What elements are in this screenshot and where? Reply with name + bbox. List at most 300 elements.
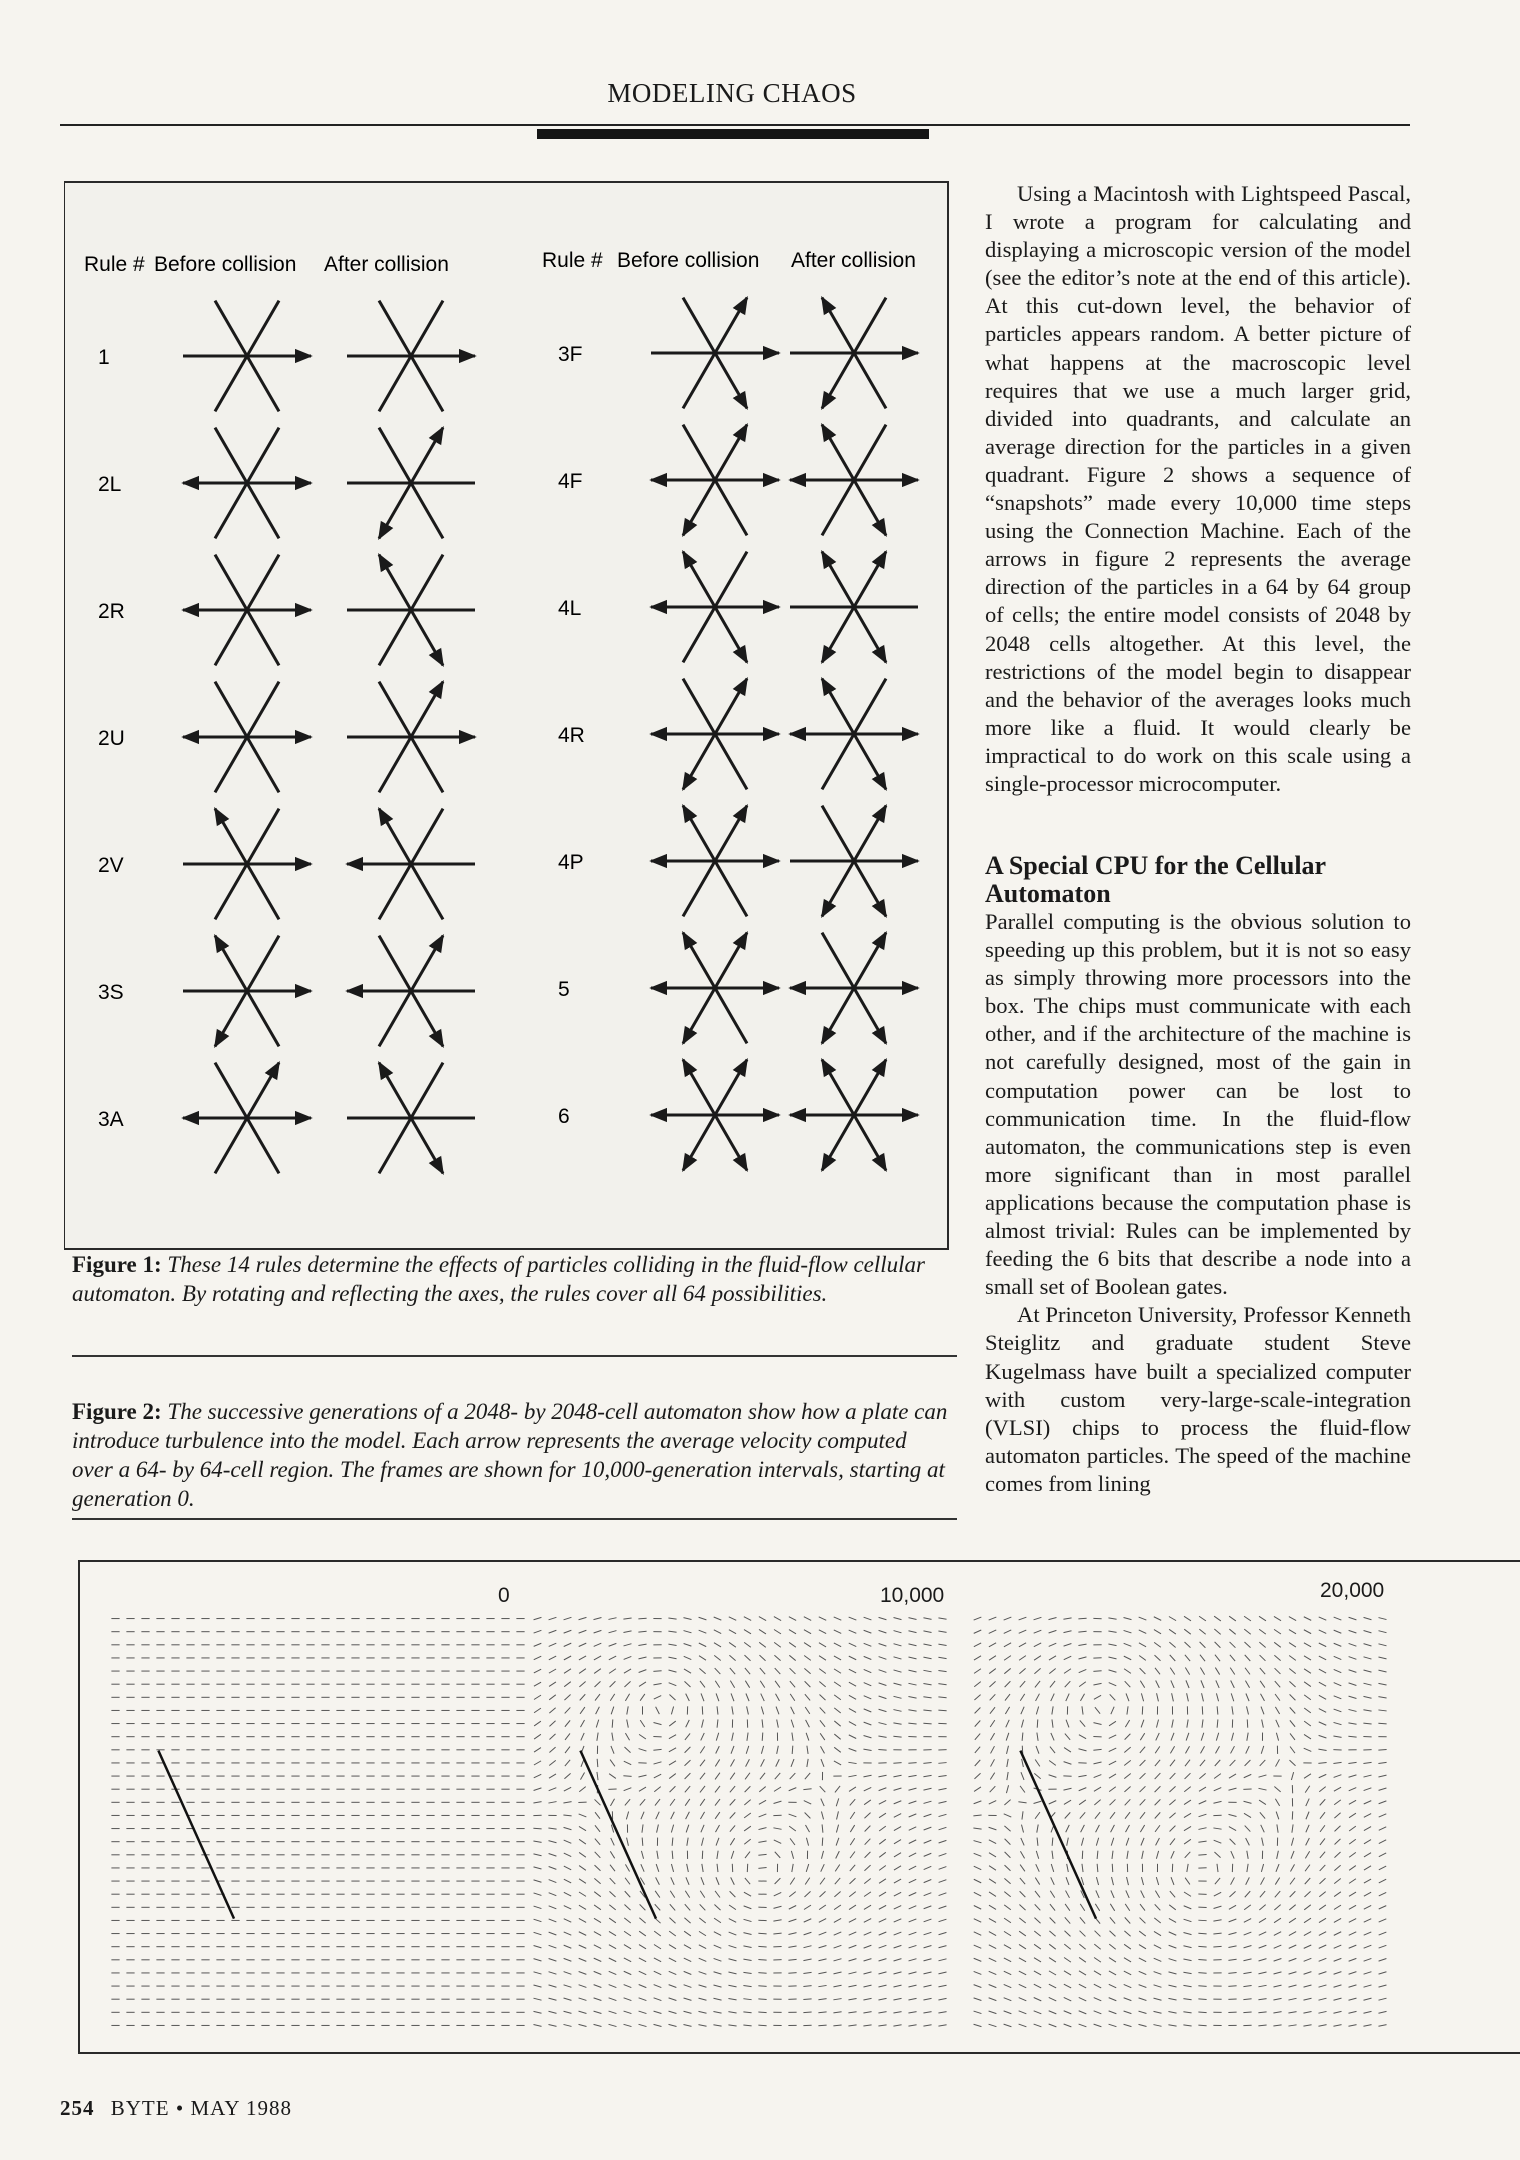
lattice-link bbox=[247, 301, 279, 356]
velocity-arrow bbox=[1094, 1971, 1101, 1975]
velocity-arrow bbox=[595, 1852, 601, 1858]
velocity-arrow bbox=[744, 1642, 751, 1647]
body-column-top bbox=[985, 180, 1411, 798]
lattice-link bbox=[715, 806, 747, 861]
velocity-arrow bbox=[758, 1973, 766, 1974]
velocity-arrow bbox=[653, 1683, 661, 1684]
velocity-arrow bbox=[1170, 1773, 1176, 1779]
velocity-arrow bbox=[835, 1878, 840, 1884]
velocity-arrow bbox=[1141, 1720, 1144, 1728]
velocity-arrow bbox=[594, 1958, 602, 1961]
velocity-arrow bbox=[1140, 1812, 1145, 1818]
velocity-arrow bbox=[533, 2025, 541, 2027]
velocity-arrow bbox=[729, 1919, 736, 1923]
velocity-arrow bbox=[640, 1904, 646, 1910]
velocity-arrow bbox=[612, 1733, 613, 1741]
velocity-arrow bbox=[1140, 1904, 1145, 1911]
velocity-arrow bbox=[1364, 1683, 1372, 1685]
velocity-arrow bbox=[624, 1656, 632, 1659]
velocity-arrow bbox=[1304, 1748, 1312, 1751]
velocity-arrow bbox=[864, 1919, 871, 1923]
velocity-arrow bbox=[549, 1747, 555, 1752]
velocity-arrow bbox=[1140, 1786, 1146, 1792]
velocity-arrow bbox=[974, 1985, 982, 1988]
velocity-arrow bbox=[834, 1630, 841, 1634]
velocity-arrow bbox=[1169, 1800, 1175, 1805]
velocity-arrow bbox=[864, 1722, 872, 1725]
velocity-arrow bbox=[1140, 1760, 1146, 1766]
velocity-arrow bbox=[878, 1775, 886, 1777]
velocity-arrow bbox=[863, 1775, 871, 1777]
velocity-arrow bbox=[1035, 1878, 1039, 1885]
velocity-arrow bbox=[790, 1773, 796, 1779]
lattice-link bbox=[411, 682, 443, 737]
velocity-arrow bbox=[609, 1631, 617, 1633]
velocity-arrow bbox=[849, 1905, 856, 1909]
velocity-arrow bbox=[1214, 1852, 1220, 1858]
velocity-arrow bbox=[974, 1630, 982, 1633]
velocity-arrow bbox=[879, 1813, 886, 1818]
velocity-arrow bbox=[639, 2024, 647, 2026]
velocity-arrow bbox=[1334, 1945, 1342, 1948]
velocity-arrow bbox=[1142, 1851, 1144, 1859]
velocity-arrow bbox=[1228, 1946, 1236, 1948]
velocity-arrow bbox=[1155, 1891, 1159, 1898]
velocity-arrow bbox=[1349, 1852, 1356, 1857]
velocity-arrow bbox=[833, 1999, 841, 2000]
velocity-arrow bbox=[1170, 1668, 1175, 1675]
velocity-arrow bbox=[698, 2011, 706, 2013]
velocity-arrow bbox=[1333, 2025, 1341, 2027]
velocity-arrow bbox=[743, 1946, 751, 1948]
velocity-arrow bbox=[669, 1971, 677, 1974]
velocity-arrow bbox=[1124, 1773, 1130, 1778]
velocity-arrow bbox=[819, 1656, 826, 1661]
velocity-arrow bbox=[1198, 1973, 1206, 1974]
lattice-link bbox=[247, 737, 279, 792]
velocity-arrow bbox=[715, 1891, 720, 1898]
velocity-arrow bbox=[1154, 1630, 1161, 1634]
velocity-arrow bbox=[1154, 1958, 1162, 1961]
velocity-arrow bbox=[989, 1866, 996, 1871]
header-bar bbox=[537, 129, 929, 139]
velocity-arrow bbox=[879, 1879, 886, 1884]
velocity-arrow bbox=[743, 1959, 751, 1960]
velocity-arrow bbox=[1036, 1864, 1040, 1871]
lattice-link bbox=[379, 356, 411, 411]
velocity-arrow bbox=[699, 1630, 707, 1633]
after-diagram-2R bbox=[347, 555, 475, 666]
velocity-arrow bbox=[894, 1617, 902, 1619]
velocity-arrow bbox=[758, 1828, 766, 1830]
velocity-arrow bbox=[1303, 2011, 1311, 2013]
velocity-arrow bbox=[894, 1814, 901, 1818]
velocity-arrow bbox=[1274, 1642, 1281, 1647]
velocity-arrow bbox=[879, 1839, 886, 1844]
velocity-arrow bbox=[1290, 1733, 1295, 1740]
lattice-link bbox=[411, 610, 443, 665]
velocity-arrow bbox=[534, 1630, 542, 1633]
velocity-arrow bbox=[579, 1971, 587, 1974]
velocity-arrow bbox=[1246, 1694, 1249, 1702]
velocity-arrow bbox=[1378, 1683, 1386, 1685]
figure1-diagram bbox=[64, 181, 948, 1251]
velocity-arrow bbox=[1215, 1668, 1219, 1675]
velocity-arrow bbox=[639, 1985, 647, 1988]
velocity-arrow bbox=[700, 1746, 705, 1753]
velocity-arrow bbox=[1140, 1668, 1146, 1674]
velocity-arrow bbox=[549, 1998, 557, 2000]
velocity-arrow bbox=[1168, 1998, 1176, 2000]
velocity-arrow bbox=[878, 1985, 886, 1987]
velocity-arrow bbox=[579, 2024, 587, 2026]
velocity-arrow bbox=[975, 1708, 981, 1714]
velocity-arrow bbox=[1079, 2011, 1087, 2014]
velocity-arrow bbox=[611, 1746, 614, 1754]
velocity-arrow bbox=[1019, 1944, 1026, 1948]
velocity-arrow bbox=[1247, 1864, 1248, 1872]
velocity-arrow bbox=[1262, 1720, 1264, 1728]
velocity-arrow bbox=[879, 1959, 887, 1961]
velocity-arrow bbox=[1125, 1812, 1130, 1819]
before-diagram-2R bbox=[183, 555, 311, 666]
velocity-arrow bbox=[974, 1801, 982, 1804]
velocity-arrow bbox=[1171, 1877, 1174, 1885]
velocity-arrow bbox=[1169, 1813, 1175, 1818]
after-diagram-5 bbox=[790, 933, 918, 1044]
velocity-arrow bbox=[939, 1814, 947, 1816]
velocity-arrow bbox=[1231, 1746, 1235, 1753]
velocity-arrow bbox=[989, 1681, 995, 1687]
velocity-arrow bbox=[893, 1985, 901, 1987]
velocity-arrow bbox=[609, 1998, 617, 2001]
velocity-arrow bbox=[758, 1867, 766, 1868]
velocity-arrow bbox=[714, 1630, 721, 1634]
before-diagram-2V bbox=[183, 809, 311, 920]
velocity-arrow bbox=[864, 1800, 871, 1805]
velocity-arrow bbox=[1333, 2011, 1341, 2013]
lattice-link bbox=[215, 1063, 247, 1118]
velocity-arrow bbox=[579, 1630, 587, 1633]
velocity-arrow bbox=[744, 1906, 752, 1909]
velocity-arrow bbox=[1364, 1919, 1371, 1922]
velocity-arrow bbox=[863, 1985, 871, 1987]
velocity-arrow bbox=[580, 1694, 586, 1700]
velocity-arrow bbox=[1230, 1668, 1235, 1675]
velocity-arrow bbox=[1276, 1759, 1280, 1766]
velocity-arrow bbox=[1019, 1931, 1026, 1936]
velocity-arrow bbox=[1171, 1851, 1174, 1859]
velocity-arrow bbox=[548, 1828, 556, 1829]
velocity-arrow bbox=[1171, 1680, 1174, 1688]
velocity-arrow bbox=[730, 1825, 735, 1831]
lattice-link bbox=[715, 933, 747, 988]
velocity-arrow bbox=[818, 2012, 826, 2013]
lattice-link bbox=[683, 353, 715, 408]
velocity-arrow bbox=[973, 1828, 981, 1829]
velocity-arrow bbox=[1064, 1762, 1072, 1765]
velocity-arrow bbox=[654, 1787, 660, 1792]
velocity-arrow bbox=[715, 1825, 719, 1832]
velocity-arrow bbox=[1289, 1958, 1297, 1961]
velocity-arrow bbox=[744, 1826, 751, 1831]
velocity-arrow bbox=[1303, 2025, 1311, 2026]
velocity-arrow bbox=[1006, 1720, 1009, 1727]
velocity-arrow bbox=[833, 1985, 841, 1987]
lattice-link bbox=[854, 298, 886, 353]
velocity-arrow bbox=[1170, 1655, 1176, 1661]
velocity-arrow bbox=[594, 1971, 602, 1974]
velocity-arrow bbox=[533, 1828, 541, 1829]
fig1-left-rule-header: Rule # bbox=[84, 253, 145, 276]
velocity-arrow bbox=[1109, 1998, 1117, 2001]
velocity-arrow bbox=[640, 1720, 645, 1727]
velocity-arrow bbox=[788, 1959, 796, 1960]
velocity-arrow bbox=[775, 1852, 781, 1858]
velocity-arrow bbox=[579, 1998, 587, 2000]
velocity-arrow bbox=[1125, 1917, 1131, 1923]
velocity-arrow bbox=[1289, 1985, 1297, 1987]
velocity-arrow bbox=[849, 1630, 857, 1633]
velocity-arrow bbox=[1095, 1707, 1100, 1713]
velocity-arrow bbox=[627, 1838, 629, 1846]
velocity-arrow bbox=[534, 1774, 541, 1777]
velocity-arrow bbox=[879, 1696, 887, 1699]
velocity-arrow bbox=[849, 1695, 856, 1699]
velocity-arrow bbox=[835, 1786, 840, 1792]
velocity-arrow bbox=[1037, 1733, 1038, 1741]
velocity-arrow bbox=[775, 1681, 780, 1688]
lattice-link bbox=[247, 864, 279, 919]
velocity-arrow bbox=[732, 1706, 733, 1714]
velocity-arrow bbox=[638, 1775, 646, 1777]
velocity-arrow bbox=[597, 1759, 598, 1767]
velocity-arrow bbox=[924, 1959, 932, 1961]
velocity-arrow bbox=[1004, 1971, 1011, 1975]
velocity-arrow bbox=[1169, 1918, 1176, 1922]
velocity-arrow bbox=[833, 1972, 841, 1974]
figure1-caption-label: Figure 1: bbox=[72, 1252, 162, 1277]
velocity-arrow bbox=[1051, 1877, 1055, 1884]
velocity-arrow bbox=[581, 1733, 584, 1741]
velocity-arrow bbox=[1289, 1760, 1295, 1766]
velocity-arrow bbox=[819, 1669, 826, 1674]
velocity-arrow bbox=[654, 1985, 662, 1988]
velocity-arrow bbox=[1037, 1825, 1038, 1833]
velocity-arrow bbox=[686, 1720, 690, 1727]
velocity-arrow bbox=[878, 2025, 886, 2026]
velocity-arrow bbox=[1109, 1670, 1117, 1672]
velocity-arrow bbox=[1139, 1630, 1146, 1633]
velocity-arrow bbox=[549, 1932, 557, 1935]
velocity-arrow bbox=[1124, 1958, 1131, 1962]
lattice-link bbox=[379, 737, 411, 792]
velocity-arrow bbox=[1019, 1998, 1027, 2001]
velocity-arrow bbox=[534, 1985, 542, 1987]
velocity-arrow bbox=[805, 1773, 810, 1779]
velocity-arrow bbox=[1379, 1814, 1387, 1817]
velocity-arrow bbox=[594, 1905, 601, 1910]
lattice-link bbox=[822, 1115, 854, 1170]
velocity-arrow bbox=[1379, 1827, 1386, 1830]
velocity-arrow bbox=[700, 1773, 705, 1779]
velocity-arrow bbox=[564, 1892, 571, 1896]
velocity-arrow bbox=[549, 1630, 557, 1633]
velocity-arrow bbox=[714, 1905, 720, 1911]
velocity-arrow bbox=[1304, 1958, 1312, 1961]
velocity-arrow bbox=[1319, 1958, 1327, 1961]
velocity-arrow bbox=[834, 1932, 842, 1935]
velocity-arrow bbox=[804, 1643, 811, 1647]
velocity-arrow bbox=[549, 1643, 557, 1646]
velocity-arrow bbox=[1334, 1617, 1342, 1620]
velocity-arrow bbox=[1124, 1760, 1131, 1765]
velocity-arrow bbox=[790, 1694, 795, 1701]
velocity-arrow bbox=[610, 1851, 614, 1858]
velocity-arrow bbox=[1379, 1853, 1386, 1857]
velocity-arrow bbox=[687, 1864, 689, 1872]
velocity-arrow bbox=[1184, 1906, 1192, 1909]
velocity-arrow bbox=[684, 1643, 692, 1646]
velocity-arrow bbox=[638, 1618, 646, 1619]
velocity-arrow bbox=[1379, 1879, 1386, 1883]
velocity-arrow bbox=[893, 1696, 901, 1698]
velocity-arrow bbox=[1379, 1959, 1387, 1962]
velocity-arrow bbox=[1379, 1906, 1387, 1909]
velocity-arrow bbox=[792, 1746, 793, 1754]
velocity-arrow bbox=[714, 1945, 722, 1948]
velocity-arrow bbox=[803, 1959, 811, 1961]
velocity-arrow bbox=[759, 1617, 766, 1621]
velocity-arrow bbox=[1050, 1891, 1054, 1898]
velocity-arrow bbox=[1004, 1905, 1011, 1910]
velocity-arrow bbox=[1364, 1801, 1372, 1804]
velocity-arrow bbox=[745, 1681, 749, 1688]
lattice-link bbox=[379, 864, 411, 919]
velocity-arrow bbox=[684, 1958, 691, 1962]
velocity-arrow bbox=[1364, 1972, 1372, 1974]
velocity-arrow bbox=[908, 1657, 916, 1659]
velocity-arrow bbox=[1306, 1812, 1309, 1820]
velocity-arrow bbox=[1319, 1656, 1326, 1660]
velocity-arrow bbox=[1333, 1736, 1341, 1737]
velocity-arrow bbox=[685, 1904, 690, 1910]
velocity-arrow bbox=[1036, 1706, 1038, 1714]
velocity-arrow bbox=[789, 1826, 796, 1831]
velocity-arrow bbox=[1261, 1694, 1265, 1701]
lattice-link bbox=[715, 353, 747, 408]
velocity-arrow bbox=[1110, 1917, 1115, 1923]
velocity-arrow bbox=[1108, 1644, 1116, 1646]
velocity-arrow bbox=[624, 1681, 630, 1687]
velocity-arrow bbox=[762, 1733, 763, 1741]
velocity-arrow bbox=[879, 1905, 886, 1909]
velocity-arrow bbox=[864, 1972, 872, 1974]
velocity-arrow bbox=[655, 1799, 660, 1805]
velocity-arrow bbox=[1019, 2011, 1027, 2014]
velocity-arrow bbox=[1349, 1985, 1357, 1987]
velocity-arrow bbox=[669, 1945, 676, 1949]
velocity-arrow bbox=[1198, 1959, 1206, 1960]
velocity-arrow bbox=[641, 1864, 644, 1872]
velocity-arrow bbox=[1004, 1643, 1011, 1647]
velocity-arrow bbox=[686, 1694, 690, 1701]
velocity-arrow bbox=[1319, 1972, 1327, 1975]
lattice-link bbox=[215, 991, 247, 1046]
velocity-arrow bbox=[1334, 1696, 1342, 1699]
velocity-arrow bbox=[819, 1932, 827, 1935]
velocity-arrow bbox=[1378, 1723, 1386, 1724]
velocity-arrow bbox=[1349, 1788, 1357, 1791]
velocity-arrow bbox=[1318, 1749, 1326, 1750]
velocity-arrow bbox=[819, 1682, 825, 1687]
velocity-arrow bbox=[850, 1878, 856, 1884]
velocity-arrow bbox=[1049, 1997, 1057, 2000]
velocity-arrow bbox=[1156, 1720, 1158, 1728]
velocity-arrow bbox=[974, 1905, 981, 1909]
velocity-arrow bbox=[549, 1656, 556, 1660]
velocity-arrow bbox=[549, 1788, 557, 1791]
velocity-arrow bbox=[1109, 2024, 1117, 2027]
velocity-arrow bbox=[1004, 1945, 1011, 1949]
velocity-arrow bbox=[879, 1643, 887, 1646]
velocity-arrow bbox=[1124, 1786, 1130, 1791]
velocity-arrow bbox=[1139, 1971, 1147, 1974]
velocity-arrow bbox=[923, 1723, 931, 1724]
velocity-arrow bbox=[534, 1867, 542, 1869]
velocity-arrow bbox=[1186, 1680, 1189, 1688]
velocity-arrow bbox=[1004, 1998, 1012, 2001]
velocity-arrow bbox=[1260, 1891, 1265, 1897]
velocity-arrow bbox=[1049, 1801, 1057, 1804]
before-diagram-1 bbox=[183, 301, 311, 412]
velocity-arrow bbox=[744, 1655, 750, 1661]
velocity-arrow bbox=[1200, 1746, 1204, 1753]
velocity-arrow bbox=[1126, 1838, 1129, 1846]
velocity-arrow bbox=[806, 1733, 809, 1741]
velocity-arrow bbox=[1229, 1629, 1235, 1634]
velocity-arrow bbox=[894, 1892, 901, 1896]
velocity-arrow bbox=[533, 1802, 541, 1803]
velocity-arrow bbox=[580, 1720, 584, 1727]
velocity-arrow bbox=[594, 1878, 600, 1883]
velocity-arrow bbox=[879, 1788, 887, 1791]
velocity-arrow bbox=[1007, 1759, 1008, 1767]
velocity-arrow bbox=[803, 1972, 811, 1973]
velocity-arrow bbox=[1124, 1617, 1132, 1619]
velocity-arrow bbox=[714, 1643, 721, 1647]
velocity-arrow bbox=[1273, 2012, 1281, 2013]
velocity-arrow bbox=[1276, 1812, 1279, 1820]
velocity-arrow bbox=[1274, 1945, 1282, 1948]
velocity-arrow bbox=[758, 1854, 766, 1855]
velocity-arrow bbox=[743, 1999, 751, 2000]
velocity-arrow bbox=[1094, 1944, 1100, 1949]
velocity-arrow bbox=[864, 1892, 871, 1897]
velocity-arrow bbox=[774, 1655, 780, 1660]
velocity-arrow bbox=[1019, 1656, 1026, 1661]
velocity-arrow bbox=[1319, 1787, 1325, 1792]
lattice-link bbox=[822, 552, 854, 607]
velocity-arrow bbox=[1274, 1787, 1280, 1792]
velocity-arrow bbox=[1185, 1668, 1189, 1675]
velocity-arrow bbox=[990, 1786, 996, 1792]
velocity-arrow bbox=[699, 1985, 707, 1987]
velocity-arrow bbox=[1094, 1695, 1101, 1699]
velocity-arrow bbox=[1067, 1864, 1069, 1872]
velocity-arrow bbox=[1185, 1655, 1190, 1661]
velocity-arrow bbox=[715, 1759, 719, 1766]
